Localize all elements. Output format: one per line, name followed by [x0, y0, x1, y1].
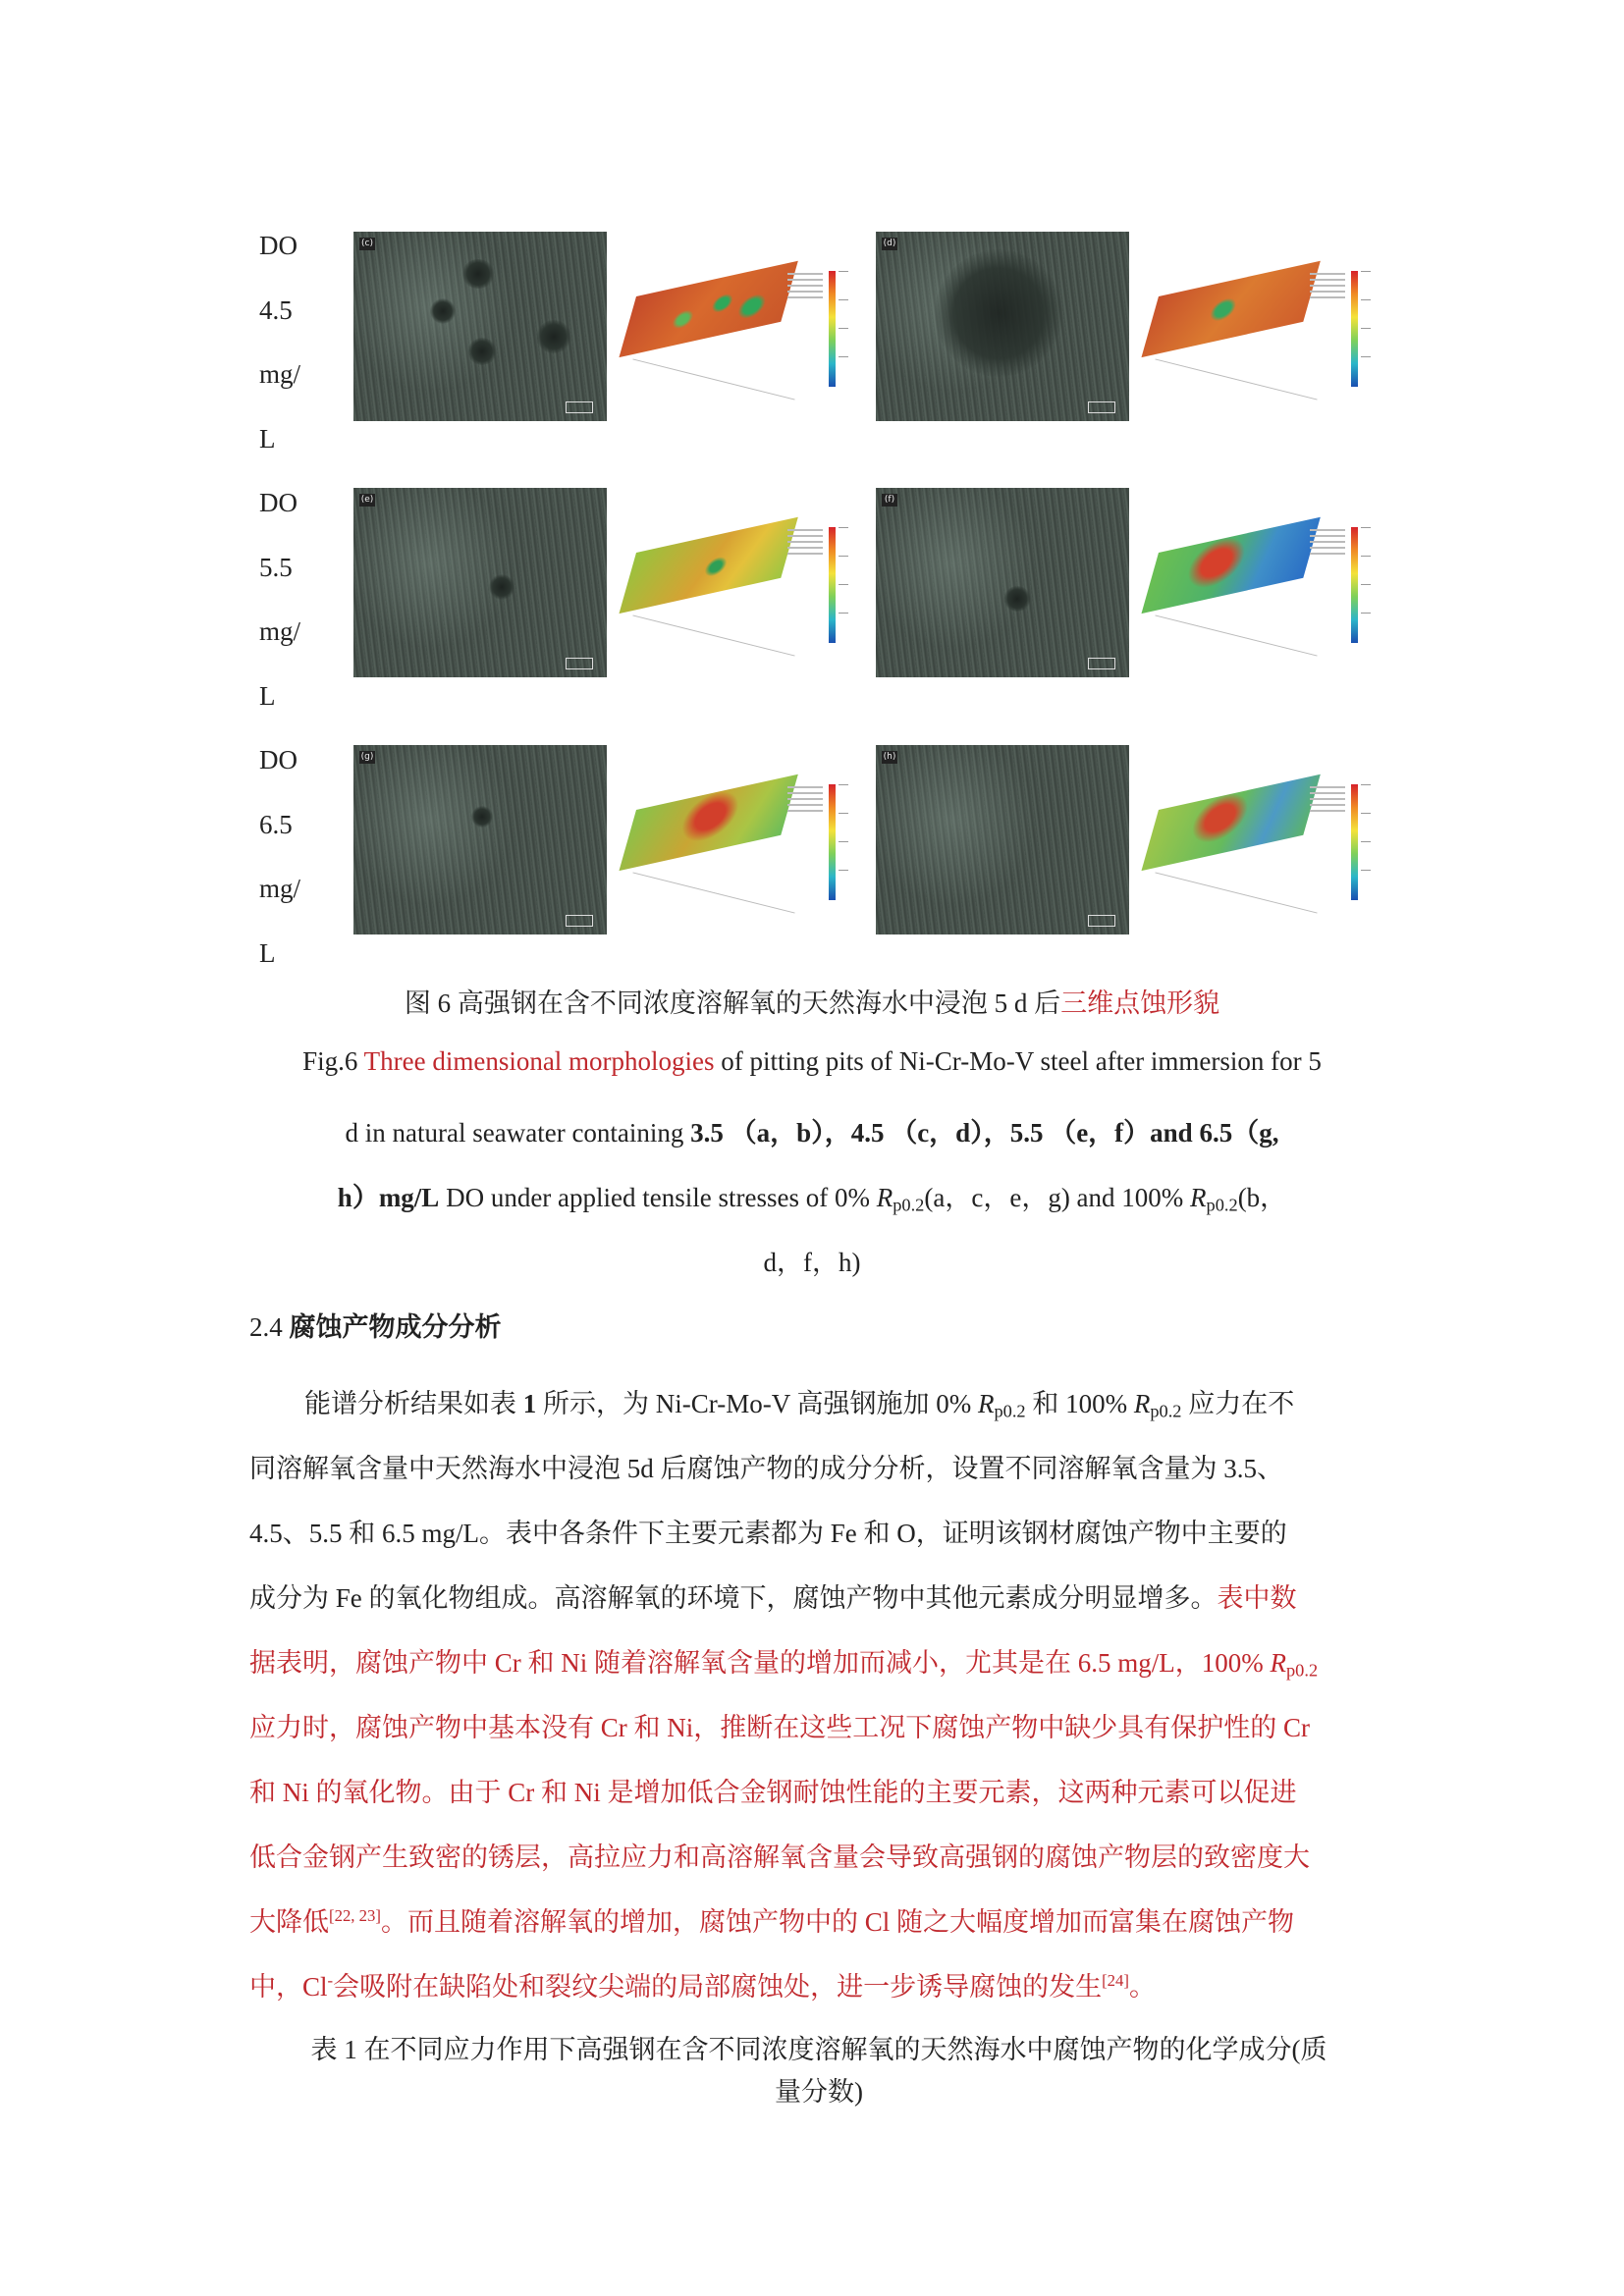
pit — [430, 298, 456, 324]
pit — [935, 249, 1062, 377]
paragraph-line — [249, 1907, 1294, 1937]
paragraph-line: 和 Ni 的氧化物。由于 Cr 和 Ni 是增加低合金钢耐蚀性能的主要元素，这两种元素可以促进 — [249, 1778, 1297, 1807]
caption-text: DO under applied tensile stresses of 0% — [439, 1183, 877, 1212]
highlight-run: 中，Cl — [249, 1972, 328, 2002]
highlight-run: 会吸附在缺陷处和裂纹尖端的局部腐蚀处，进一步诱导腐蚀的发生 — [333, 1972, 1103, 2002]
paragraph-line — [249, 1648, 1319, 1681]
panel-tag: (c) — [359, 238, 375, 250]
do-label — [259, 214, 300, 471]
surface-plane — [1141, 774, 1320, 871]
do-label-line: DO — [259, 488, 298, 517]
do-label-line: DO — [259, 231, 298, 260]
caption-subscript: p0.2 — [1206, 1195, 1238, 1215]
micrograph-f — [876, 488, 1129, 677]
do-label-line: 5.5 — [259, 552, 293, 582]
highlight-run: 大降低 — [249, 1907, 329, 1937]
table-caption — [249, 2028, 1388, 2109]
symbol-r: R — [1133, 1389, 1151, 1418]
scale-bar — [1088, 658, 1115, 669]
color-scale-bar — [1351, 784, 1358, 900]
pit — [536, 320, 571, 353]
text-run: 能谱分析结果如表 — [304, 1389, 523, 1418]
paragraph-line — [249, 1972, 1156, 2002]
figure-caption-cn — [0, 982, 1624, 1020]
highlight-run: 。 — [1128, 1972, 1156, 2002]
do-label-line: 6.5 — [259, 809, 293, 839]
do-label — [259, 728, 300, 986]
color-scale-ticks — [1361, 527, 1379, 643]
legend — [787, 269, 823, 308]
surface-3d-c — [611, 232, 868, 421]
do-label-line: mg/ — [259, 616, 301, 646]
paragraph-line — [304, 1389, 1295, 1421]
highlight-run: 表中数 — [1217, 1583, 1297, 1613]
caption-bold: 3.5 （a，b），4.5 （c，d），5.5 （e，f）and 6.5（g, — [690, 1118, 1279, 1148]
paragraph-line — [249, 1583, 1297, 1613]
caption-bold: h）mg/L — [337, 1183, 440, 1212]
subscript: p0.2 — [1150, 1401, 1182, 1421]
scale-bar — [1088, 401, 1115, 413]
axis-line — [632, 614, 794, 656]
paragraph-line: 低合金钢产生致密的锈层，高拉应力和高溶解氧含量会导致高强钢的腐蚀产物层的致密度大 — [249, 1842, 1310, 1872]
do-label — [259, 471, 300, 728]
text-run: 1 — [522, 1389, 537, 1418]
panel-tag: (g) — [360, 752, 374, 762]
table-caption-line: 量分数) — [775, 2077, 863, 2107]
surface-plane — [619, 774, 797, 871]
do-label-line: mg/ — [259, 359, 301, 389]
color-scale-ticks — [1361, 271, 1379, 387]
color-scale-ticks — [839, 527, 856, 643]
pit — [489, 574, 514, 600]
color-scale-bar — [829, 271, 836, 387]
do-label-line: mg/ — [259, 874, 301, 903]
surface-3d-d — [1133, 232, 1390, 421]
text-run: 所示，为 Ni-Cr-Mo-V 高强钢施加 0% — [536, 1389, 978, 1418]
axis-line — [632, 358, 794, 400]
superscript: - — [327, 1970, 334, 1990]
panel-tag: (f) — [882, 494, 897, 507]
axis-line — [632, 872, 794, 913]
symbol-r: R — [1270, 1648, 1286, 1678]
highlight-run: 。而且随着溶解氧的增加，腐蚀产物中的 Cl 随之大幅度增加而富集在腐蚀产物 — [380, 1907, 1294, 1937]
table-caption-line: 表 1 在不同应力作用下高强钢在含不同浓度溶解氧的天然海水中腐蚀产物的化学成分(质 — [310, 2035, 1327, 2064]
section-title: 腐蚀产物成分分析 — [289, 1312, 502, 1342]
paragraph-line: 同溶解氧含量中天然海水中浸泡 5d 后腐蚀产物的成分分析，设置不同溶解氧含量为 3.5、 — [249, 1454, 1283, 1483]
do-label-line: L — [259, 937, 276, 968]
text-run: 和 100% — [1025, 1389, 1134, 1418]
color-scale-ticks — [1361, 784, 1379, 900]
section-heading — [249, 1306, 502, 1344]
figure-caption-en-line-4 — [0, 1241, 1624, 1279]
legend — [787, 782, 823, 822]
micrograph-g — [353, 745, 607, 934]
highlight-run: 据表明，腐蚀产物中 Cr 和 Ni 随着溶解氧含量的增加而减小，尤其是在 6.5 mg/L，100% — [249, 1648, 1271, 1678]
legend — [1310, 269, 1345, 308]
micrograph-c — [353, 232, 607, 421]
caption-text: d in natural seawater containing — [345, 1118, 691, 1148]
citation: [24] — [1102, 1970, 1129, 1990]
caption-subscript: p0.2 — [893, 1195, 925, 1215]
do-label-line: L — [259, 423, 276, 454]
color-scale-ticks — [839, 271, 856, 387]
scale-bar — [1088, 915, 1115, 927]
text-run: 应力在不 — [1181, 1389, 1295, 1418]
caption-text: of pitting pits of Ni-Cr-Mo-V steel after immersion for 5 — [714, 1046, 1322, 1076]
surface-plane — [1141, 517, 1320, 614]
surface-plane — [619, 517, 797, 614]
color-scale-bar — [829, 527, 836, 643]
scale-bar — [566, 915, 593, 927]
figure-caption-en-line-2 — [0, 1111, 1624, 1149]
legend — [1310, 782, 1345, 822]
panel-tag: (d) — [883, 239, 896, 248]
axis-line — [1155, 614, 1317, 656]
pit — [461, 259, 495, 289]
color-scale-bar — [1351, 271, 1358, 387]
caption-symbol: R — [1190, 1183, 1207, 1212]
micrograph-h — [876, 745, 1129, 934]
paragraph-line: 4.5、5.5 和 6.5 mg/L。表中各条件下主要元素都为 Fe 和 O，证明该钢材腐蚀产物中主要的 — [249, 1519, 1287, 1548]
axis-line — [1155, 358, 1317, 400]
surface-3d-h — [1133, 745, 1390, 934]
caption-highlight: 三维点蚀形貌 — [1060, 988, 1220, 1018]
scale-bar — [566, 401, 593, 413]
axis-line — [1155, 872, 1317, 913]
caption-text: (a，c，e，g) and 100% — [924, 1183, 1191, 1212]
caption-text: d，f，h) — [763, 1248, 861, 1277]
citation: [22, 23] — [329, 1905, 381, 1925]
color-scale-bar — [1351, 527, 1358, 643]
caption-text: (b， — [1237, 1183, 1287, 1212]
micrograph-e — [353, 488, 607, 677]
scale-bar — [566, 658, 593, 669]
symbol-r: R — [977, 1389, 995, 1418]
pit — [1003, 586, 1031, 612]
do-label-line: 4.5 — [259, 294, 293, 325]
color-scale-ticks — [839, 784, 856, 900]
surface-plane — [1141, 261, 1320, 357]
figure-caption-en-line-3 — [0, 1176, 1624, 1214]
surface-3d-f — [1133, 488, 1390, 677]
color-scale-bar — [829, 784, 836, 900]
caption-text: 图 6 高强钢在含不同浓度溶解氧的天然海水中浸泡 5 d 后 — [404, 988, 1061, 1018]
pit — [471, 806, 493, 828]
surface-plane — [619, 261, 797, 357]
panel-tag: (e) — [360, 495, 374, 505]
caption-symbol: R — [876, 1183, 893, 1212]
legend — [1310, 525, 1345, 564]
surface-3d-e — [611, 488, 868, 677]
text-run: 成分为 Fe 的氧化物组成。高溶解氧的环境下，腐蚀产物中其他元素成分明显增多。 — [249, 1583, 1218, 1613]
do-label-line: DO — [259, 745, 298, 774]
micrograph-d — [876, 232, 1129, 421]
panel-tag: (h) — [883, 752, 896, 762]
surface-3d-g — [611, 745, 868, 934]
subscript: p0.2 — [1286, 1660, 1319, 1681]
do-label-line: L — [259, 680, 276, 711]
subscript: p0.2 — [994, 1401, 1026, 1421]
paragraph-line: 应力时，腐蚀产物中基本没有 Cr 和 Ni，推断在这些工况下腐蚀产物中缺少具有保护性的 Cr — [249, 1713, 1310, 1742]
legend — [787, 525, 823, 564]
pit — [467, 338, 497, 365]
figure-caption-en-line-1 — [0, 1046, 1624, 1077]
section-number: 2.4 — [249, 1312, 283, 1342]
caption-text: Fig.6 — [302, 1046, 364, 1076]
caption-highlight: Three dimensional morphologies — [363, 1046, 715, 1076]
